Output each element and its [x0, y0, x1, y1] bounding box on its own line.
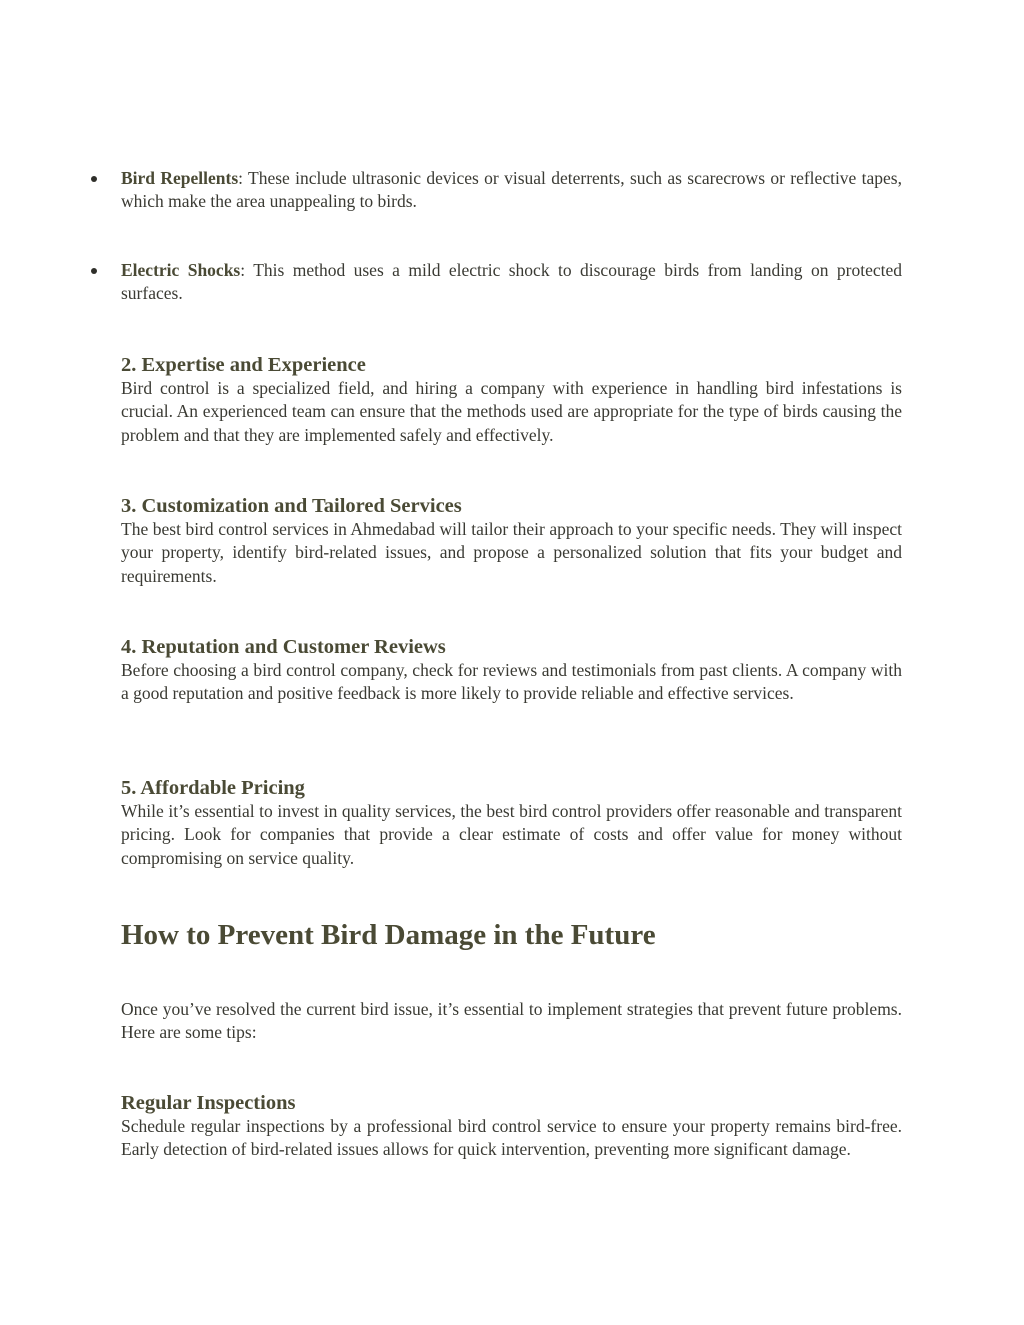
bullet-description: : This method uses a mild electric shock to discourage birds from landing on protected surfaces. — [121, 260, 902, 304]
tip-heading: Regular Inspections — [121, 1092, 296, 1114]
section-title: How to Prevent Bird Damage in the Future — [121, 919, 656, 951]
factor-pricing — [121, 776, 902, 870]
factor-reputation — [121, 635, 902, 706]
bullet-item-electric-shocks — [121, 259, 902, 306]
factor-body: Before choosing a bird control company, check for reviews and testimonials from past clients. A company with a good reputation and positive feedback is more likely to provide reliable and effective services. — [121, 660, 902, 704]
bullet-dot-icon — [91, 176, 97, 182]
factor-heading: 4. Reputation and Customer Reviews — [121, 636, 446, 658]
bullet-term: Electric Shocks — [121, 260, 241, 280]
bullet-dot-icon — [91, 268, 97, 274]
section-header — [121, 918, 902, 952]
factor-body: The best bird control services in Ahmedabad will tailor their approach to your specific needs. They will inspect your property, identify bird-related issues, and propose a personalized solution that fits your budget and requirements. — [121, 519, 902, 586]
section-intro-block — [121, 998, 902, 1045]
factor-body: While it’s essential to invest in quality services, the best bird control providers offer reasonable and transparent pricing. Look for companies that provide a clear estimate of costs and offer value for money without compromising on service quality. — [121, 801, 902, 868]
bullet-text — [121, 167, 902, 214]
bullet-text — [121, 259, 902, 306]
bullet-term: Bird Repellents — [121, 168, 239, 188]
factor-heading: 2. Expertise and Experience — [121, 354, 366, 376]
tip-body: Schedule regular inspections by a professional bird control service to ensure your property remains bird-free. Early detection of bird-related issues allows for quick intervention, preventing more significant damage. — [121, 1116, 902, 1160]
section-intro: Once you’ve resolved the current bird issue, it’s essential to implement strategies that prevent future problems. Here are some tips: — [121, 999, 902, 1043]
factor-expertise — [121, 353, 902, 447]
factor-heading: 3. Customization and Tailored Services — [121, 495, 462, 517]
factor-customization — [121, 494, 902, 588]
bullet-description: : These include ultrasonic devices or visual deterrents, such as scarecrows or reflective tapes, which make the area unappealing to birds. — [121, 168, 902, 212]
factor-heading: 5. Affordable Pricing — [121, 777, 305, 799]
factor-body: Bird control is a specialized field, and hiring a company with experience in handling bird infestations is crucial. An experienced team can ensure that the methods used are appropriate for the type of birds causing the problem and that they are implemented safely and effectively. — [121, 378, 902, 445]
tip-regular-inspections — [121, 1091, 902, 1162]
bullet-item-bird-repellents — [121, 167, 902, 214]
